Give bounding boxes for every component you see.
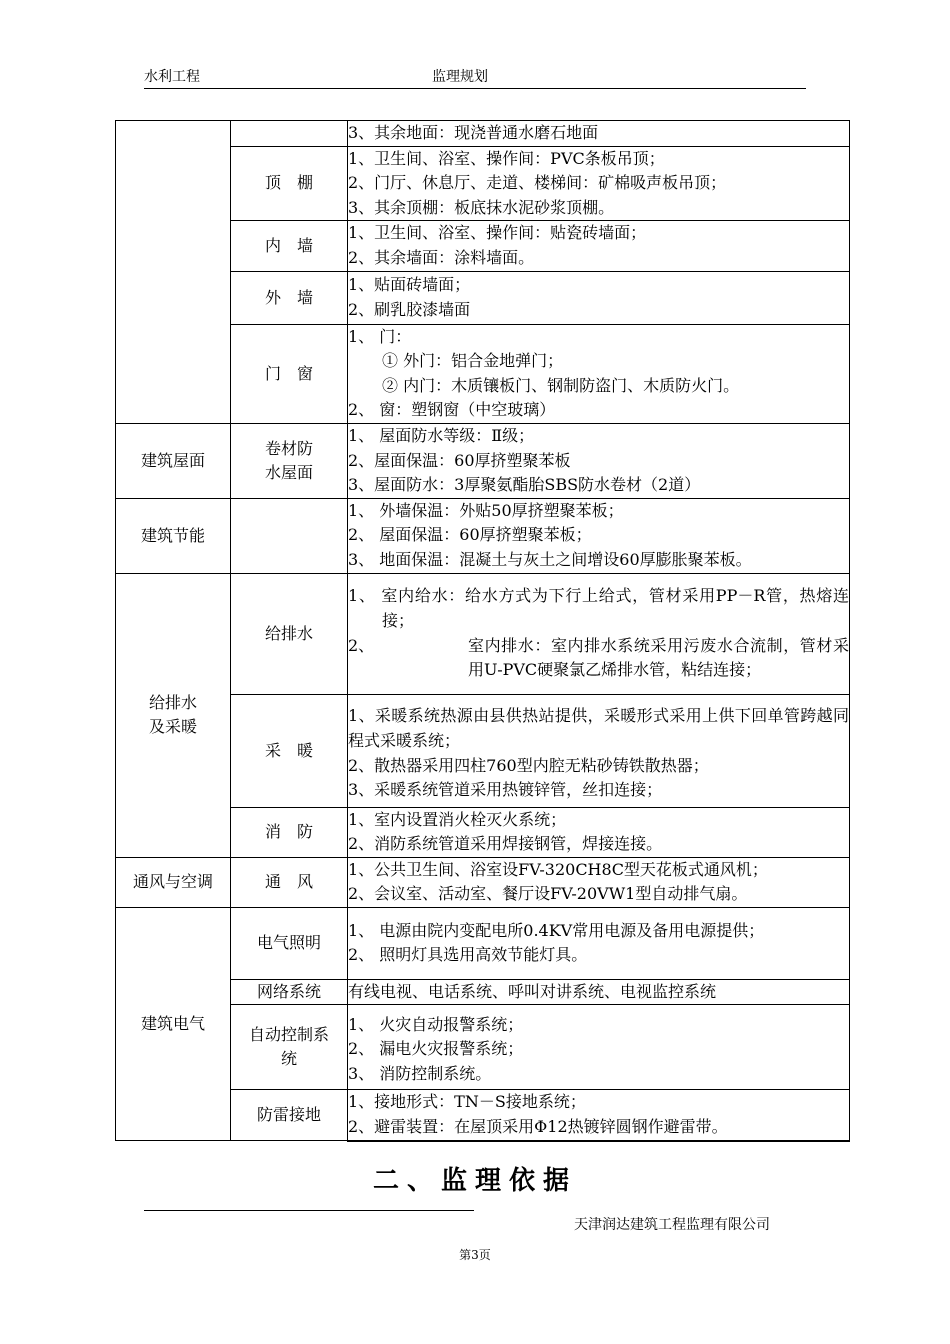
detail-line: 2、其余墙面：涂料墙面。 bbox=[348, 247, 535, 267]
subcategory-lightning: 防雷接地 bbox=[231, 1090, 348, 1141]
detail-cell bbox=[348, 807, 850, 857]
subcategory-line: 卷材防 bbox=[264, 438, 313, 458]
detail-line: 1、 室内给水：给水方式为下行上给式，管材采用PP－R管，热熔连接； bbox=[348, 586, 849, 630]
table-row bbox=[116, 573, 850, 694]
detail-line: 1、贴面砖墙面； bbox=[348, 274, 471, 294]
section-title: 二、监理依据 bbox=[372, 1166, 577, 1196]
category-electrical: 建筑电气 bbox=[116, 907, 231, 1140]
subcategory-auto bbox=[231, 1005, 348, 1090]
table-row bbox=[116, 423, 850, 498]
subcategory-ceiling: 顶 棚 bbox=[231, 146, 348, 221]
detail-line: 有线电视、电话系统、呼叫对讲系统、电视监控系统 bbox=[348, 981, 717, 1001]
category-line: 及采暖 bbox=[148, 717, 197, 737]
detail-line: 2、 照明灯具选用高效节能灯具。 bbox=[348, 945, 588, 965]
detail-line: 2、屋面保温：60厚挤塑聚苯板 bbox=[348, 450, 571, 470]
detail-line: 3、屋面防水：3厚聚氨酯胎SBS防水卷材（2道） bbox=[348, 475, 701, 495]
subcategory-inner-wall: 内 墙 bbox=[231, 221, 348, 271]
spec-table bbox=[115, 120, 850, 1142]
detail-cell bbox=[348, 146, 850, 221]
footer-divider bbox=[144, 1210, 474, 1211]
footer-company: 天津润达建筑工程监理有限公司 bbox=[574, 1217, 770, 1233]
detail-line: 1、接地形式：TN－S接地系统； bbox=[348, 1092, 586, 1112]
subcategory-line: 自动控制系 bbox=[248, 1025, 329, 1045]
detail-line: 2、 窗：塑钢窗（中空玻璃） bbox=[348, 400, 556, 420]
detail-cell bbox=[348, 498, 850, 573]
detail-cell bbox=[348, 857, 850, 907]
category-water-heating bbox=[116, 573, 231, 857]
detail-line: 2、消防系统管道采用焊接钢管，焊接连接。 bbox=[348, 834, 663, 854]
category-vent: 通风与空调 bbox=[116, 857, 231, 907]
category-cell bbox=[116, 121, 231, 424]
detail-line: 3、其余顶棚：板底抹水泥砂浆顶棚。 bbox=[348, 197, 615, 217]
detail-line: ② 内门：木质镶板门、钢制防盗门、木质防火门。 bbox=[382, 375, 740, 395]
detail-line: 1、 火灾自动报警系统； bbox=[348, 1014, 524, 1034]
detail-line: 2、 屋面保温：60厚挤塑聚苯板； bbox=[348, 525, 592, 545]
detail-cell bbox=[348, 694, 850, 807]
detail-cell bbox=[348, 979, 850, 1005]
subcategory-network: 网络系统 bbox=[231, 979, 348, 1005]
subcategory-water: 给排水 bbox=[231, 573, 348, 694]
table-row bbox=[116, 857, 850, 907]
detail-line: 2、门厅、休息厅、走道、楼梯间：矿棉吸声板吊顶； bbox=[348, 173, 727, 193]
detail-cell bbox=[348, 221, 850, 271]
subcategory-roof bbox=[231, 423, 348, 498]
page-number: 第3页 bbox=[459, 1248, 491, 1262]
detail-cell bbox=[348, 271, 850, 324]
subcategory-heating: 采 暖 bbox=[231, 694, 348, 807]
detail-cell bbox=[348, 1090, 850, 1141]
detail-cell bbox=[348, 121, 850, 147]
subcategory-line: 统 bbox=[280, 1049, 297, 1069]
table-row bbox=[116, 121, 850, 147]
subcategory-line: 水屋面 bbox=[264, 462, 313, 482]
table-row bbox=[116, 907, 850, 979]
detail-cell bbox=[348, 907, 850, 979]
detail-line: 1、公共卫生间、浴室设FV-320CH8C型天花板式通风机； bbox=[348, 859, 768, 879]
page-header bbox=[144, 64, 806, 89]
detail-line: 1、室内设置消火栓灭火系统； bbox=[348, 809, 567, 829]
detail-cell bbox=[348, 573, 850, 694]
detail-line: 2、避雷装置：在屋顶采用Φ12热镀锌圆钢作避雷带。 bbox=[348, 1117, 728, 1137]
subcategory-doors: 门 窗 bbox=[231, 324, 348, 423]
detail-line: 1、 电源由院内变配电所0.4KV常用电源及备用电源提供； bbox=[348, 920, 765, 940]
detail-cell bbox=[348, 1005, 850, 1090]
detail-line: 1、采暖系统热源由县供热站提供，采暖形式采用上供下回单管跨越同程式采暖系统； bbox=[348, 706, 849, 750]
category-line: 给排水 bbox=[148, 693, 197, 713]
detail-line: 1、卫生间、浴室、操作间：PVC条板吊顶； bbox=[348, 148, 665, 168]
category-roof: 建筑屋面 bbox=[116, 423, 231, 498]
subcategory-outer-wall: 外 墙 bbox=[231, 271, 348, 324]
detail-cell bbox=[348, 324, 850, 423]
detail-line: 2、会议室、活动室、餐厅设FV-20VW1型自动排气扇。 bbox=[348, 884, 748, 904]
category-energy: 建筑节能 bbox=[116, 498, 231, 573]
detail-cell bbox=[348, 423, 850, 498]
table-row bbox=[116, 498, 850, 573]
detail-line: 3、其余地面：现浇普通水磨石地面 bbox=[348, 123, 599, 142]
detail-line: 1、 屋面防水等级：Ⅱ级； bbox=[348, 425, 535, 445]
subcategory-fire: 消 防 bbox=[231, 807, 348, 857]
detail-line: 2、散热器采用四柱760型内腔无粘砂铸铁散热器； bbox=[348, 755, 709, 775]
detail-line: 室内排水：室内排水系统采用污废水合流制，管材采用U-PVC硬聚氯乙烯排水管，粘结连接； bbox=[468, 635, 849, 680]
subcategory-cell bbox=[231, 498, 348, 573]
detail-line: 1、卫生间、浴室、操作间：贴瓷砖墙面； bbox=[348, 223, 647, 243]
detail-line: 1、 外墙保温：外贴50厚挤塑聚苯板； bbox=[348, 500, 624, 520]
detail-line: ① 外门：铝合金地弹门； bbox=[382, 351, 564, 371]
detail-number: 2、 bbox=[348, 635, 375, 655]
subcategory-lighting: 电气照明 bbox=[231, 907, 348, 979]
detail-line: 1、 门： bbox=[348, 326, 412, 346]
detail-line: 2、刷乳胶漆墙面 bbox=[348, 299, 471, 319]
detail-item bbox=[348, 634, 849, 683]
header-left: 水利工程 bbox=[144, 69, 200, 85]
detail-line: 3、采暖系统管道采用热镀锌管，丝扣连接； bbox=[348, 780, 663, 800]
subcategory-vent: 通 风 bbox=[231, 857, 348, 907]
detail-line: 3、 地面保温：混凝土与灰土之间增设60厚膨胀聚苯板。 bbox=[348, 549, 752, 569]
header-center: 监理规划 bbox=[432, 69, 488, 85]
detail-line: 2、 漏电火灾报警系统； bbox=[348, 1039, 524, 1059]
subcategory-cell bbox=[231, 121, 348, 147]
detail-line: 3、 消防控制系统。 bbox=[348, 1063, 492, 1083]
